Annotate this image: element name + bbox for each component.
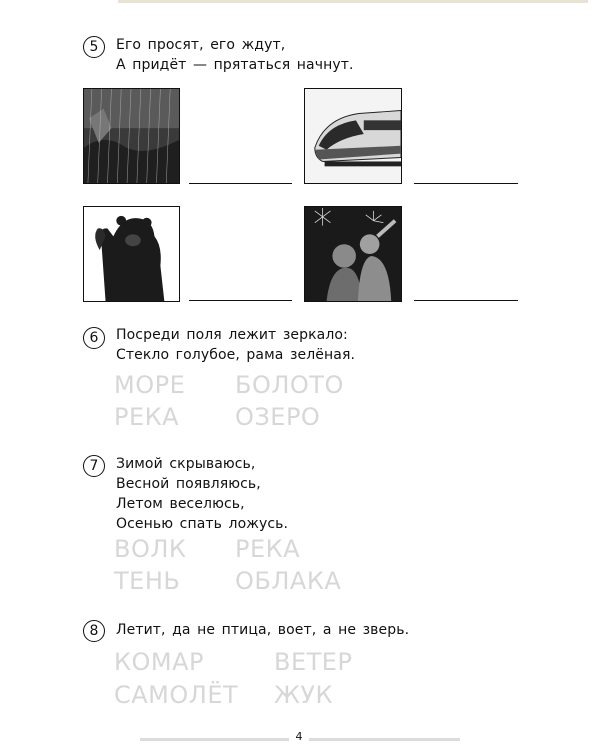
option-8-1[interactable]: КОМАР [114,648,205,676]
riddle-8-line-1: Летит, да не птица, воет, а не зверь. [116,622,410,638]
option-7-3[interactable]: ТЕНЬ [114,567,181,595]
option-6-1[interactable]: МОРЕ [114,371,186,399]
option-6-4[interactable]: ОЗЕРО [235,403,321,431]
answer-line-bear[interactable] [189,300,292,301]
riddle-7-line-4: Осенью спать ложусь. [116,516,289,532]
riddle-7-line-2: Весной появляюсь, [116,476,261,492]
option-8-4[interactable]: ЖУК [274,681,334,709]
task-number-6: 6 [83,327,105,349]
task-number-5: 5 [83,36,105,58]
top-decorative-strip [118,0,588,3]
answer-line-fireworks[interactable] [414,300,518,301]
riddle-5-line-1: Его просят, его ждут, [116,37,286,53]
answer-line-rain[interactable] [189,183,292,184]
fireworks-photo [304,206,402,302]
rain-forest-photo [83,88,180,184]
answer-line-train[interactable] [414,183,518,184]
page-number: 4 [289,730,309,743]
option-6-2[interactable]: БОЛОТО [235,371,344,399]
riddle-6-line-1: Посреди поля лежит зеркало: [116,327,348,343]
option-6-3[interactable]: РЕКА [114,403,180,431]
option-8-3[interactable]: САМОЛЁТ [114,681,239,709]
option-7-4[interactable]: ОБЛАКА [235,567,342,595]
option-7-1[interactable]: ВОЛК [114,535,187,563]
task-number-8: 8 [83,620,105,642]
riddle-7-line-3: Летом веселюсь, [116,496,245,512]
train-photo [304,88,402,184]
riddle-6-line-2: Стекло голубое, рама зелёная. [116,347,356,363]
task-number-7: 7 [83,455,105,477]
bear-photo [83,206,180,302]
riddle-7-line-1: Зимой скрываюсь, [116,456,256,472]
option-7-2[interactable]: РЕКА [235,535,301,563]
riddle-5-line-2: А придёт — прятаться начнут. [116,57,354,73]
option-8-2[interactable]: ВЕТЕР [274,648,353,676]
